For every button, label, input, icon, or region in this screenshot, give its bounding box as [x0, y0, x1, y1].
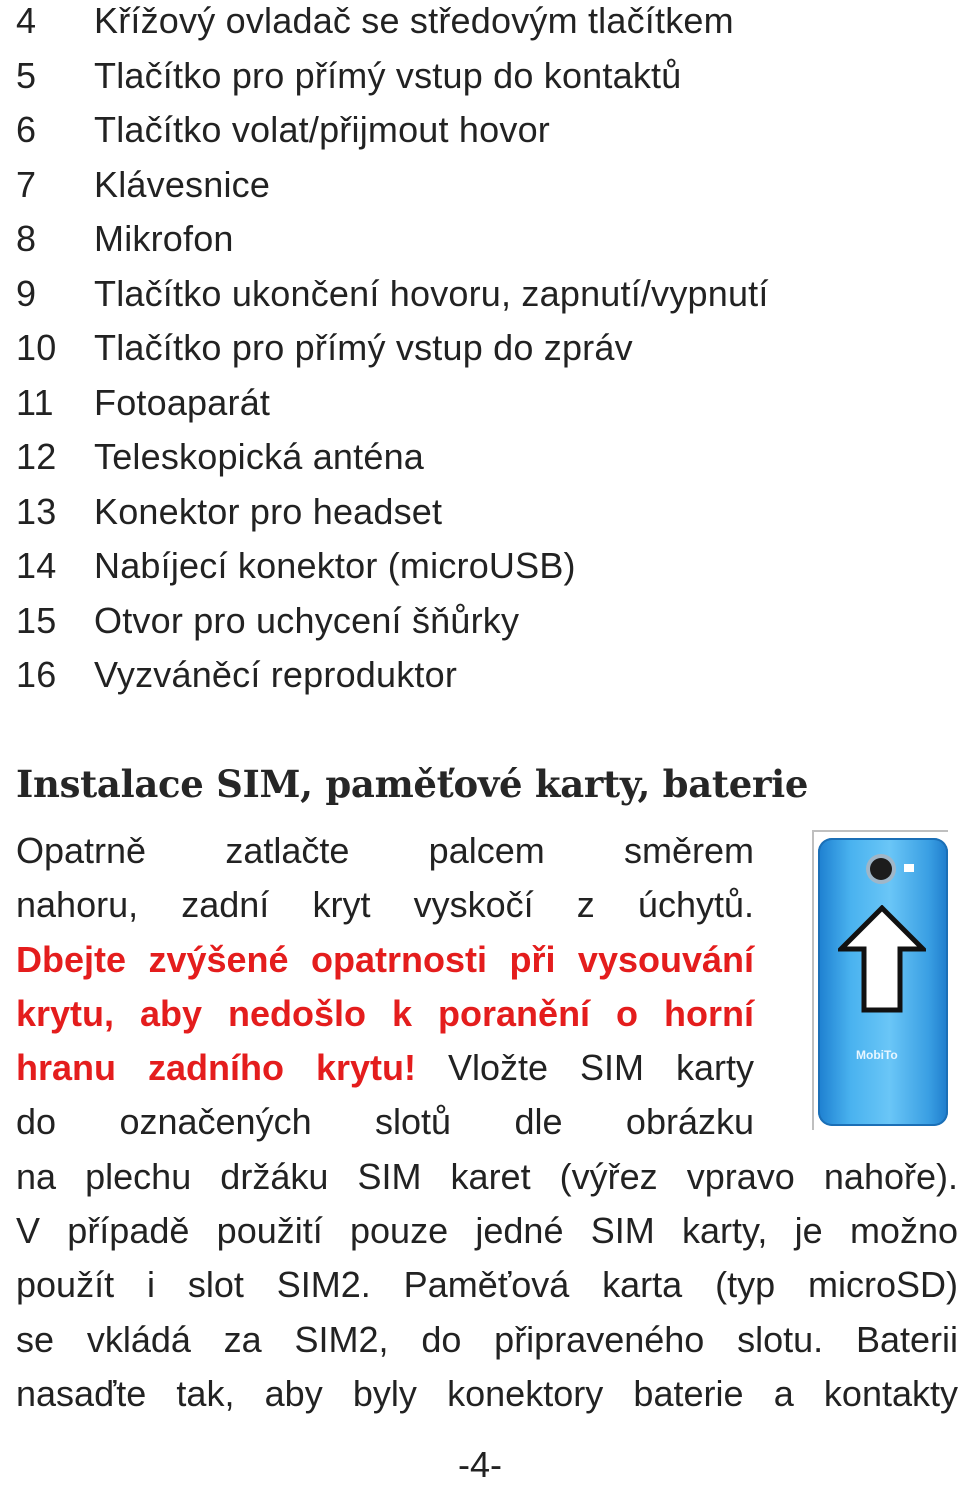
section-heading: Instalace SIM, paměťové karty, baterie: [16, 762, 809, 806]
item-label: Tlačítko volat/přijmout hovor: [94, 109, 550, 151]
page-number: -4-: [458, 1444, 502, 1485]
component-list: [16, 0, 936, 703]
list-item: [16, 103, 936, 158]
paragraph-line: do označených slotů dle obrázku: [16, 1101, 754, 1143]
warning-text: hranu zadního krytu!: [16, 1047, 416, 1089]
list-item: [16, 430, 936, 485]
list-item: [16, 158, 936, 213]
brand-logo: MobiTo: [856, 1048, 898, 1062]
paragraph-line: nahoru, zadní kryt vyskočí z úchytů.: [16, 884, 754, 926]
item-label: Křížový ovladač se středovým tlačítkem: [94, 0, 734, 42]
item-number: 8: [16, 218, 37, 260]
paragraph-line: nasaďte tak, aby byly konektory baterie a kontakty: [16, 1372, 958, 1414]
item-label: Nabíjecí konektor (microUSB): [94, 545, 576, 587]
paragraph-line: použít i slot SIM2. Paměťová karta (typ microSD): [16, 1264, 958, 1306]
item-label: Fotoaparát: [94, 381, 271, 423]
item-label: Konektor pro headset: [94, 490, 443, 532]
item-label: Tlačítko ukončení hovoru, zapnutí/vypnutí: [94, 272, 769, 314]
list-item: [16, 485, 936, 540]
paragraph-line: Opatrně zatlačte palcem směrem: [16, 830, 754, 871]
list-item: [16, 267, 936, 322]
item-number: 4: [16, 0, 37, 42]
list-item: [16, 376, 936, 431]
list-item: [16, 0, 936, 49]
item-number: 16: [16, 654, 57, 696]
item-number: 7: [16, 163, 37, 205]
list-item: [16, 539, 936, 594]
item-label: Tlačítko pro přímý vstup do kontaktů: [94, 54, 682, 96]
paragraph-line: se vkládá za SIM2, do připraveného slotu. Baterii: [16, 1318, 958, 1360]
camera-icon: [870, 858, 892, 880]
item-number: 15: [16, 599, 57, 641]
item-label: Teleskopická anténa: [94, 436, 425, 478]
list-item: [16, 594, 936, 649]
item-label: Otvor pro uchycení šňůrky: [94, 599, 520, 641]
item-number: 10: [16, 327, 57, 369]
item-number: 12: [16, 436, 57, 478]
sim-instruction-text: Vložte SIM karty: [415, 1047, 755, 1089]
item-number: 11: [16, 381, 54, 423]
list-item: [16, 648, 936, 703]
item-label: Vyzváněcí reproduktor: [94, 654, 458, 696]
list-item: [16, 49, 936, 104]
paragraph-line: na plechu držáku SIM karet (výřez vpravo nahoře).: [16, 1155, 958, 1197]
list-item: [16, 212, 936, 267]
item-label: Mikrofon: [94, 218, 234, 260]
item-number: 6: [16, 109, 37, 151]
warning-line: krytu, aby nedošlo k poranění o horní: [16, 992, 754, 1034]
item-number: 13: [16, 490, 57, 532]
item-number: 5: [16, 54, 37, 96]
warning-line: Dbejte zvýšené opatrnosti při vysouvání: [16, 938, 754, 980]
arrow-up-icon: [838, 905, 926, 1013]
list-item: [16, 321, 936, 376]
item-number: 14: [16, 545, 57, 587]
flash-icon: [904, 864, 914, 872]
paragraph-line: [16, 1041, 754, 1095]
item-number: 9: [16, 272, 37, 314]
item-label: Tlačítko pro přímý vstup do zpráv: [94, 327, 633, 369]
item-label: Klávesnice: [94, 163, 271, 205]
paragraph-line: V případě použití pouze jedné SIM karty, je možno: [16, 1210, 958, 1252]
